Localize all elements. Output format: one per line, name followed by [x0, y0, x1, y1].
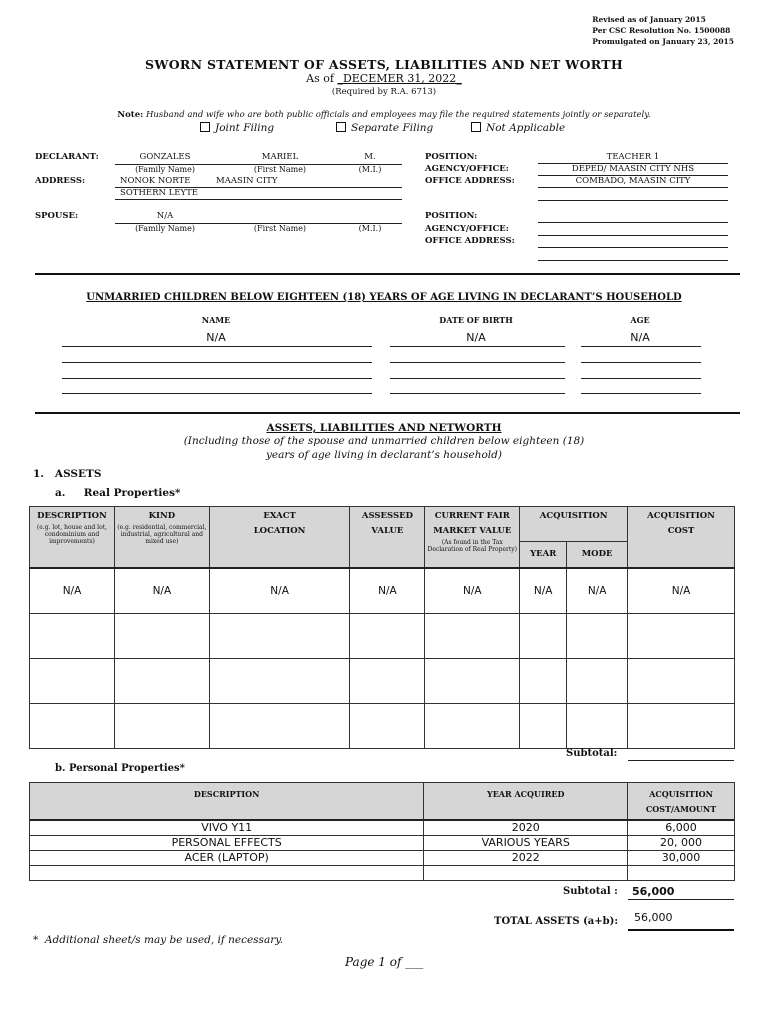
real-exact-text: EXACT — [263, 511, 296, 521]
real-cell: N/A — [209, 568, 350, 614]
child-row-line — [62, 393, 372, 394]
declarant-family-caption: (Family Name) — [135, 165, 195, 174]
not-applicable-checkbox[interactable] — [471, 122, 481, 132]
real-tax-note: (As found in the Tax Declaration of Real Property) — [427, 539, 518, 553]
child-row-line — [390, 346, 565, 347]
spouse-label: SPOUSE: — [35, 211, 79, 221]
spouse-position-label: POSITION: — [425, 211, 478, 221]
child-age: N/A — [630, 331, 650, 344]
agency-value: DEPED/ MAASIN CITY NHS — [571, 164, 695, 174]
assets-subtitle-1: (Including those of the spouse and unmarried children below eighteen (18) — [183, 435, 585, 447]
joint-filing-checkbox[interactable] — [200, 122, 210, 132]
office-address-label: OFFICE ADDRESS: — [425, 176, 515, 186]
additional-sheets-note: * Additional sheet/s may be used, if necessary. — [33, 934, 284, 946]
child-row-line — [62, 362, 372, 363]
personal-cost-cell: 30,000 — [628, 850, 735, 865]
filing-note — [0, 110, 768, 120]
real-cell: N/A — [350, 568, 425, 614]
separate-filing-checkbox[interactable] — [336, 122, 346, 132]
required-by: (Required by R.A. 6713) — [331, 87, 437, 97]
real-cell: N/A — [567, 568, 628, 614]
spouse-position-rule — [538, 222, 728, 223]
personal-subtotal-line — [628, 899, 734, 900]
spouse-family-name: N/A — [156, 211, 174, 221]
child-row-line — [581, 362, 701, 363]
as-of-date: _DECEMER 31, 2022_ — [337, 72, 462, 85]
declarant-mi: M. — [364, 152, 376, 162]
child-row-line — [581, 346, 701, 347]
real-cell: N/A — [114, 568, 209, 614]
page-number: Page 1 of ___ — [345, 955, 424, 969]
not-applicable-label: Not Applicable — [486, 122, 566, 134]
real-properties-heading: a. Real Properties* — [55, 487, 181, 499]
assets-heading: 1. ASSETS — [33, 468, 102, 480]
spouse-first-caption: (First Name) — [253, 224, 307, 233]
total-assets-label: TOTAL ASSETS (a+b): — [494, 916, 619, 927]
address-line-1a: NONOK NORTE — [120, 176, 191, 186]
personal-description-header: DESCRIPTION — [30, 783, 424, 820]
children-name-header: NAME — [201, 315, 231, 325]
real-fair-value-header — [425, 507, 520, 568]
section-divider-top — [35, 273, 740, 275]
real-cell: N/A — [30, 568, 115, 614]
address-label: ADDRESS: — [35, 176, 86, 186]
personal-properties-heading: b. Personal Properties* — [55, 763, 185, 774]
not-applicable-option[interactable] — [471, 122, 565, 134]
table-row — [30, 659, 735, 704]
real-value-text: VALUE — [371, 526, 404, 536]
position-label: POSITION: — [425, 152, 478, 162]
joint-filing-option[interactable] — [200, 122, 274, 134]
real-acquisition-header: ACQUISITION — [520, 507, 628, 542]
declarant-mi-caption: (M.I.) — [358, 165, 382, 174]
children-section-title: UNMARRIED CHILDREN BELOW EIGHTEEN (18) YEARS OF AGE LIVING IN DECLARANT’S HOUSEHOLD — [86, 292, 682, 303]
real-market-text: MARKET VALUE — [433, 526, 512, 536]
personal-cost-header — [628, 783, 735, 820]
real-cell: N/A — [520, 568, 567, 614]
table-row — [30, 614, 735, 659]
address-line-2-rule — [115, 199, 402, 200]
real-assessed-text: ASSESSED — [361, 511, 413, 521]
personal-description-cell: ACER (LAPTOP) — [30, 850, 424, 865]
real-assessed-header — [350, 507, 425, 568]
spouse-family-caption: (Family Name) — [135, 224, 195, 233]
real-subtotal-line — [628, 760, 734, 761]
total-assets-line — [628, 929, 734, 931]
address-line-1b: MAASIN CITY — [216, 176, 278, 186]
revision-line-1: Revised as of January 2015 — [592, 15, 706, 24]
revision-block — [592, 14, 734, 47]
revision-line-3: Promulgated on January 23, 2015 — [592, 37, 734, 46]
personal-year-cell: 2020 — [424, 820, 628, 836]
total-assets-value: 56,000 — [634, 911, 673, 924]
real-description-header-text: DESCRIPTION — [37, 511, 107, 521]
personal-year-cell: 2022 — [424, 850, 628, 865]
assets-subtitle-2: years of age living in declarant’s household) — [266, 449, 502, 461]
table-row — [30, 850, 735, 865]
real-cost-text: COST — [667, 526, 695, 536]
personal-description-cell: PERSONAL EFFECTS — [30, 835, 424, 850]
position-value: TEACHER 1 — [606, 152, 660, 162]
table-row — [30, 820, 735, 836]
spouse-office-rule-2 — [538, 260, 728, 261]
declarant-label: DECLARANT: — [35, 152, 99, 162]
note-text: Husband and wife who are both public officials and employees may file the required statements jointly or separately. — [145, 110, 651, 120]
child-row-line — [390, 393, 565, 394]
spouse-office-rule — [538, 247, 728, 248]
child-row-line — [62, 378, 372, 379]
child-row-line — [581, 393, 701, 394]
personal-cost-text-2: COST/AMOUNT — [645, 804, 717, 814]
agency-label: AGENCY/OFFICE: — [425, 164, 509, 174]
real-cell: N/A — [628, 568, 735, 614]
children-dob-header: DATE OF BIRTH — [439, 315, 513, 325]
document-title: SWORN STATEMENT OF ASSETS, LIABILITIES AND NET WORTH — [145, 57, 623, 72]
personal-description-cell: VIVO Y11 — [30, 820, 424, 836]
real-location-header — [209, 507, 350, 568]
child-name: N/A — [206, 331, 226, 344]
personal-cost-cell: 6,000 — [628, 820, 735, 836]
assets-section-title: ASSETS, LIABILITIES AND NETWORTH — [266, 422, 502, 434]
address-line-2: SOTHERN LEYTE — [120, 188, 198, 198]
spouse-agency-label: AGENCY/OFFICE: — [425, 224, 509, 234]
child-row-line — [390, 378, 565, 379]
revision-line-2: Per CSC Resolution No. 1500088 — [592, 26, 731, 35]
personal-cost-text-1: ACQUISITION — [649, 789, 713, 799]
real-location-text: LOCATION — [253, 526, 306, 536]
separate-filing-label: Separate Filing — [351, 122, 434, 134]
real-description-note: (e.g. lot, house and lot, condominium and improvements) — [36, 524, 108, 545]
as-of-line — [0, 72, 768, 85]
real-kind-header — [114, 507, 209, 568]
spouse-agency-rule — [538, 235, 728, 236]
child-row-line — [390, 362, 565, 363]
real-kind-header-text: KIND — [148, 511, 176, 521]
section-divider-middle — [35, 412, 740, 414]
real-fair-text: CURRENT FAIR — [434, 511, 510, 521]
real-mode-header: MODE — [567, 542, 628, 568]
note-label: Note: — [117, 110, 144, 120]
real-year-header: YEAR — [520, 542, 567, 568]
office-address-rule — [538, 187, 728, 188]
joint-filing-label: Joint Filing — [215, 122, 275, 134]
child-dob: N/A — [466, 331, 486, 344]
office-address-rule-2 — [538, 200, 728, 201]
child-row-line — [581, 378, 701, 379]
as-of-label: As of — [306, 72, 334, 85]
personal-year-cell: VARIOUS YEARS — [424, 835, 628, 850]
declarant-first-name: MARIEL — [261, 152, 299, 162]
children-age-header: AGE — [630, 315, 650, 325]
real-subtotal-label: Subtotal: — [566, 748, 618, 759]
spouse-office-address-label: OFFICE ADDRESS: — [425, 236, 515, 246]
table-row — [30, 835, 735, 850]
personal-cost-cell: 20, 000 — [628, 835, 735, 850]
table-row — [30, 568, 735, 614]
personal-properties-table — [29, 782, 735, 881]
declarant-first-caption: (First Name) — [253, 165, 307, 174]
personal-subtotal-value: 56,000 — [632, 885, 675, 898]
real-description-header — [30, 507, 115, 568]
spouse-mi-caption: (M.I.) — [358, 224, 382, 233]
real-acq-cost-header — [628, 507, 735, 568]
personal-year-header: YEAR ACQUIRED — [424, 783, 628, 820]
separate-filing-option[interactable] — [336, 122, 433, 134]
table-row — [30, 865, 735, 880]
real-kind-note: (e.g. residential, commercial, industrial, agricultural and mixed use) — [117, 524, 207, 545]
real-cell: N/A — [425, 568, 520, 614]
table-row — [30, 704, 735, 749]
real-acq-cost-text: ACQUISITION — [647, 511, 715, 521]
child-row-line — [62, 346, 372, 347]
declarant-family-name: GONZALES — [139, 152, 191, 162]
personal-subtotal-label: Subtotal : — [563, 886, 618, 897]
office-address-value: COMBADO, MAASIN CITY — [575, 176, 691, 186]
real-properties-table — [29, 506, 735, 749]
